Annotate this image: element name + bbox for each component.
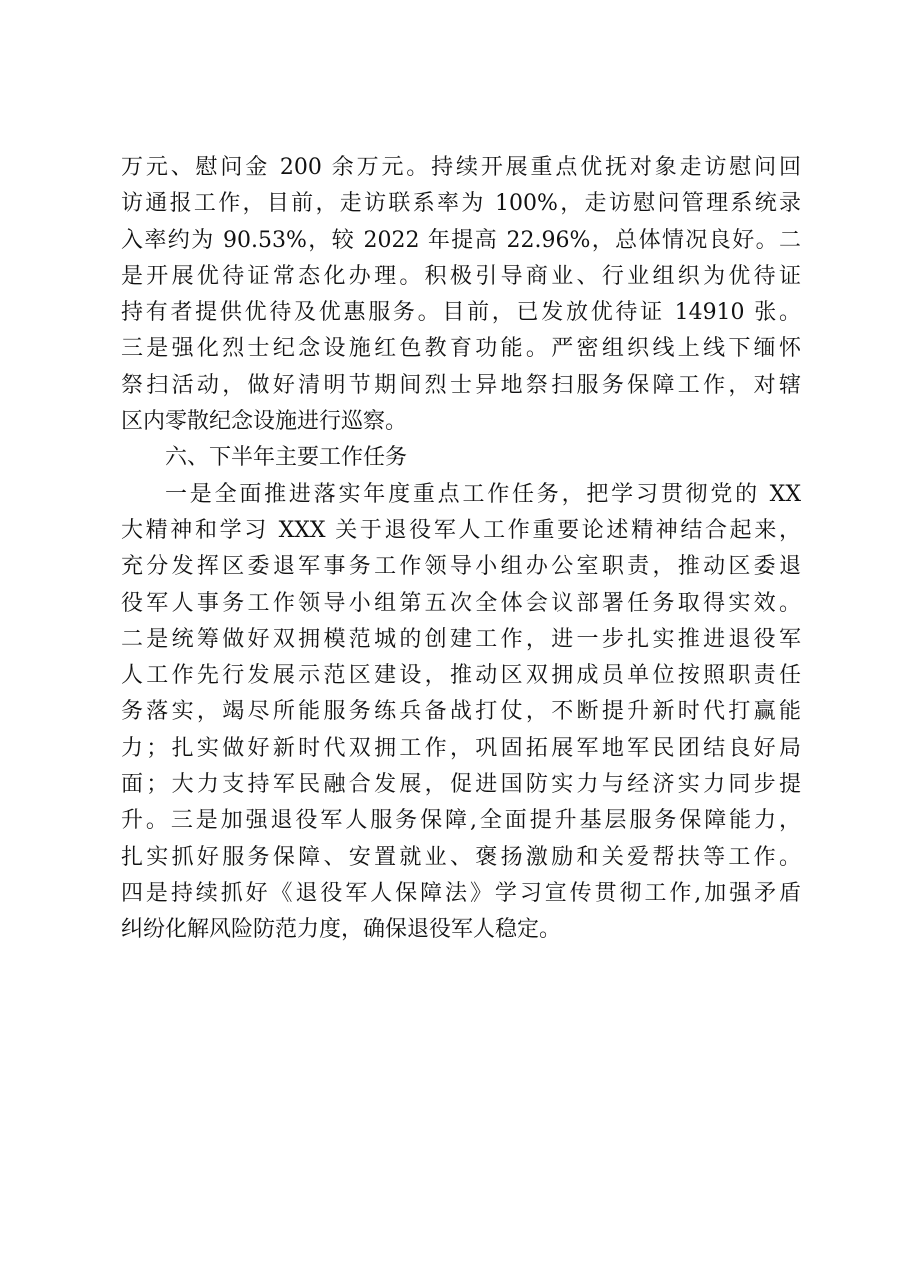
text-line: 是开展优待证常态化办理。积极引导商业、行业组织为优待证 xyxy=(121,263,801,289)
text-line: 四是持续抓好《退役军人保障法》学习宣传贯彻工作,加强矛盾 xyxy=(121,880,801,906)
text-line: 三是强化烈士纪念设施红色教育功能。严密组织线上线下缅怀 xyxy=(121,336,801,362)
text-line: 充分发挥区委退军事务工作领导小组办公室职责，推动区委退 xyxy=(121,554,801,580)
text-line: 升。三是加强退役军人服务保障,全面提升基层服务保障能力， xyxy=(121,808,801,834)
text-line: 二是统筹做好双拥模范城的创建工作，进一步扎实推进退役军 xyxy=(121,626,801,652)
text-line: 区内零散纪念设施进行巡察。 xyxy=(121,409,408,435)
text-line: 入率约为 90.53%，较 2022 年提高 22.96%，总体情况良好。二 xyxy=(121,227,801,253)
text-line: 力；扎实做好新时代双拥工作，巩固拓展军地军民团结良好局 xyxy=(121,735,801,761)
document-body xyxy=(121,150,801,949)
text-line: 扎实抓好服务保障、安置就业、褒扬激励和关爱帮扶等工作。 xyxy=(121,844,801,870)
text-line: 人工作先行发展示范区建设，推动区双拥成员单位按照职责任 xyxy=(121,663,801,689)
text-line: 万元、慰问金 200 余万元。持续开展重点优抚对象走访慰问回 xyxy=(121,155,801,180)
text-line: 务落实，竭尽所能服务练兵备战打仗，不断提升新时代打赢能 xyxy=(121,699,801,725)
text-line: 祭扫活动，做好清明节期间烈士异地祭扫服务保障工作，对辖 xyxy=(121,372,801,398)
section-heading: 六、下半年主要工作任务 xyxy=(165,445,408,471)
text-line: 役军人事务工作领导小组第五次全体会议部署任务取得实效。 xyxy=(121,590,801,616)
text-line: 一是全面推进落实年度重点工作任务，把学习贯彻党的 XX xyxy=(165,481,801,507)
text-line: 访通报工作，目前，走访联系率为 100%，走访慰问管理系统录 xyxy=(121,191,801,217)
text-line: 大精神和学习 XXX 关于退役军人工作重要论述精神结合起来， xyxy=(121,517,801,543)
text-line: 纠纷化解风险防范力度，确保退役军人稳定。 xyxy=(121,917,562,943)
text-line: 面；大力支持军民融合发展，促进国防实力与经济实力同步提 xyxy=(121,772,801,798)
text-line: 持有者提供优待及优惠服务。目前，已发放优待证 14910 张。 xyxy=(121,300,801,326)
